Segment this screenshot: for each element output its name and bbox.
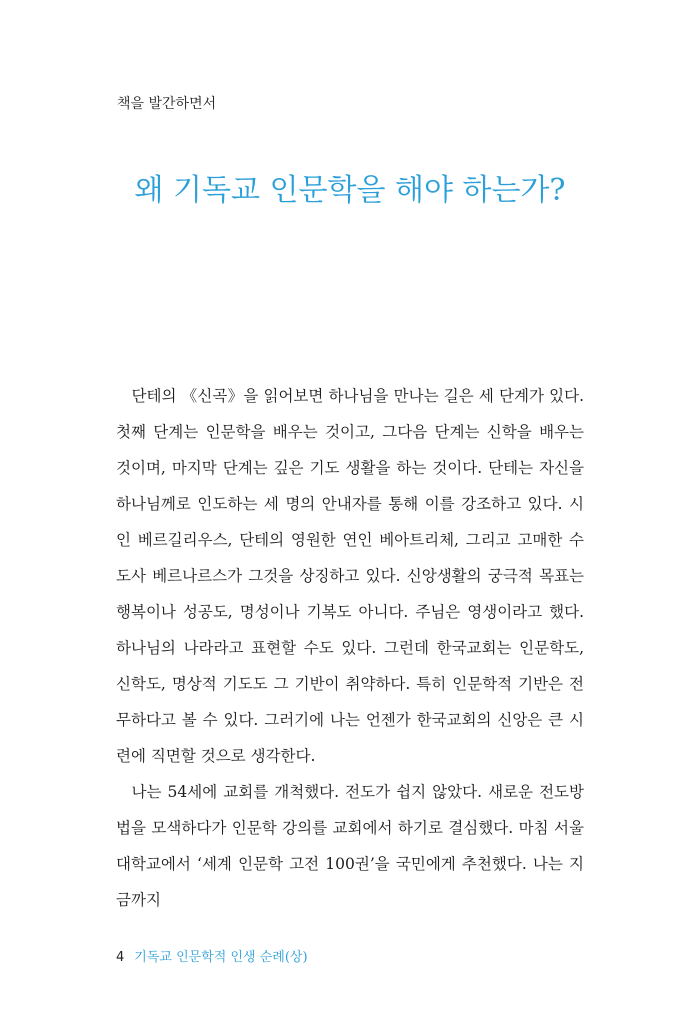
page-footer (116, 946, 308, 965)
paragraph-1: 단테의 《신곡》을 읽어보면 하나님을 만나는 길은 세 단계가 있다. 첫째 단계는 인문학을 배우는 것이고, 그다음 단계는 신학을 배우는 것이며, 마지막 단계는 깊은 기도 생활을 하는 것이다. 단테는 자신을 하나님께로 인도하는 세 명의 안내자를 통해 이를 강조하고 있다. 시인 베르길리우스, 단테의 영원한 연인 베아트리체, 그리고 고매한 수도사 베르나르스가 그것을 상징하고 있다. 신앙생활의 궁극적 목표는 행복이나 성공도, 명성이나 기복도 아니다. 주님은 영생이라고 했다. 하나님의 나라라고 표현할 수도 있다. 그런데 한국교회는 인문학도, 신학도, 명상적 기도도 그 기반이 취약하다. 특히 인문학적 기반은 전무하다고 볼 수 있다. 그러기에 나는 언젠가 한국교회의 신앙은 큰 시련에 직면할 것으로 생각한다. (116, 387, 584, 765)
paragraph-2: 나는 54세에 교회를 개척했다. 전도가 쉽지 않았다. 새로운 전도방법을 모색하다가 인문학 강의를 교회에서 하기로 결심했다. 마침 서울대학교에서 ‘세계 인문학 고전 100권’을 국민에게 추천했다. 나는 지금까지 (116, 783, 584, 909)
page-title: 왜 기독교 인문학을 해야 하는가? (134, 173, 566, 208)
section-label: 책을 발간하면서 (117, 96, 217, 112)
page-number: 4 (116, 950, 125, 965)
footer-book-title: 기독교 인문학적 인생 순례(상) (134, 950, 308, 965)
body-text (116, 378, 584, 918)
